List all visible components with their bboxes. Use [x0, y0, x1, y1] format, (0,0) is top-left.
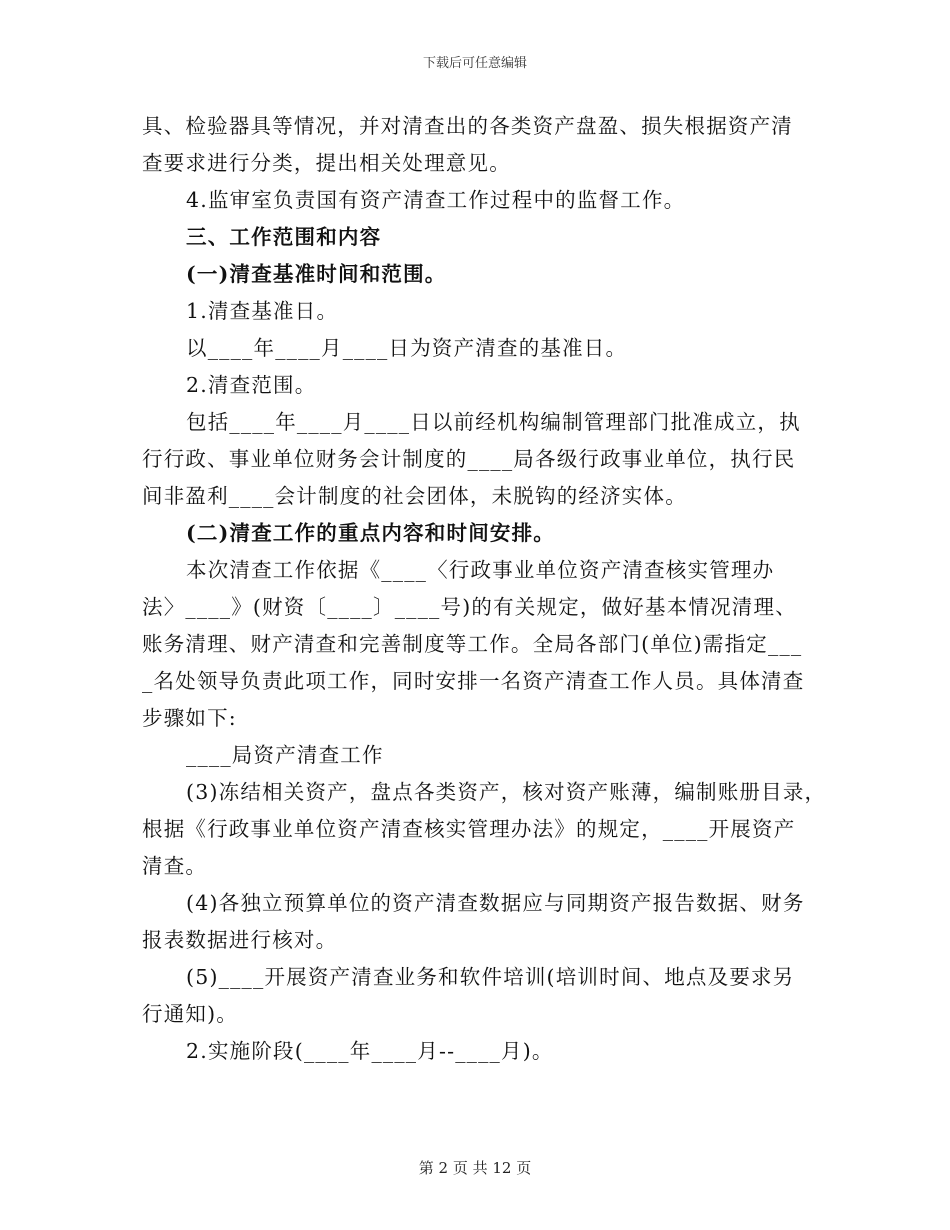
paragraph-line: (3)冻结相关资产，盘点各类资产，核对资产账薄，编制账册目录， — [186, 780, 827, 804]
paragraph-line: ____局资产清查工作 — [186, 743, 384, 767]
paragraph-line: 本次清查工作依据《____〈行政事业单位资产清查核实管理办 — [186, 558, 775, 582]
paragraph-line: 步骤如下: — [142, 706, 237, 730]
paragraph-line: 2.清查范围。 — [186, 373, 317, 397]
page-header: 下载后可任意编辑 — [422, 56, 527, 71]
paragraph-line: 以____年____月____日为资产清查的基准日。 — [186, 336, 628, 360]
paragraph-line: (5)____开展资产清查业务和软件培训(培训时间、地点及要求另 — [186, 965, 795, 989]
section-heading: (二)清查工作的重点内容和时间安排。 — [186, 521, 555, 545]
paragraph-line: 4.监审室负责国有资产清查工作过程中的监督工作。 — [186, 188, 686, 212]
paragraph-line: 报表数据进行核对。 — [142, 928, 338, 952]
paragraph-line: 1.清查基准日。 — [186, 299, 339, 323]
section-heading: 三、工作范围和内容 — [186, 225, 382, 249]
paragraph-line: _名处领导负责此项工作，同时安排一名资产清查工作人员。具体清查 — [142, 669, 805, 693]
paragraph-line: 行通知)。 — [142, 1002, 238, 1026]
paragraph-line: 行行政、事业单位财务会计制度的____局各级行政事业单位，执行民 — [142, 447, 796, 471]
paragraph-line: 间非盈利____会计制度的社会团体，未脱钩的经济实体。 — [142, 484, 687, 508]
paragraph-line: 根据《行政事业单位资产清查核实管理办法》的规定，____开展资产 — [142, 817, 796, 841]
page-footer: 第 2 页 共 12 页 — [418, 1159, 532, 1177]
paragraph-line: (4)各独立预算单位的资产清查数据应与同期资产报告数据、财务 — [186, 891, 805, 915]
paragraph-line: 账务清理、财产清查和完善制度等工作。全局各部门(单位)需指定___ — [142, 632, 803, 656]
paragraph-line: 包括____年____月____日以前经机构编制管理部门批准成立，执 — [186, 410, 801, 434]
paragraph-line: 清查。 — [142, 854, 208, 878]
paragraph-line: 具、检验器具等情况，并对清查出的各类资产盘盈、损失根据资产清 — [142, 114, 793, 138]
document-body — [142, 108, 827, 1070]
paragraph-line: 查要求进行分类，提出相关处理意见。 — [142, 151, 511, 175]
paragraph-line: 法〉____》(财资〔____〕____号)的有关规定，做好基本情况清理、 — [142, 595, 797, 619]
section-heading: (一)清查基准时间和范围。 — [186, 262, 447, 286]
paragraph-line: 2.实施阶段(____年____月--____月)。 — [186, 1039, 554, 1063]
